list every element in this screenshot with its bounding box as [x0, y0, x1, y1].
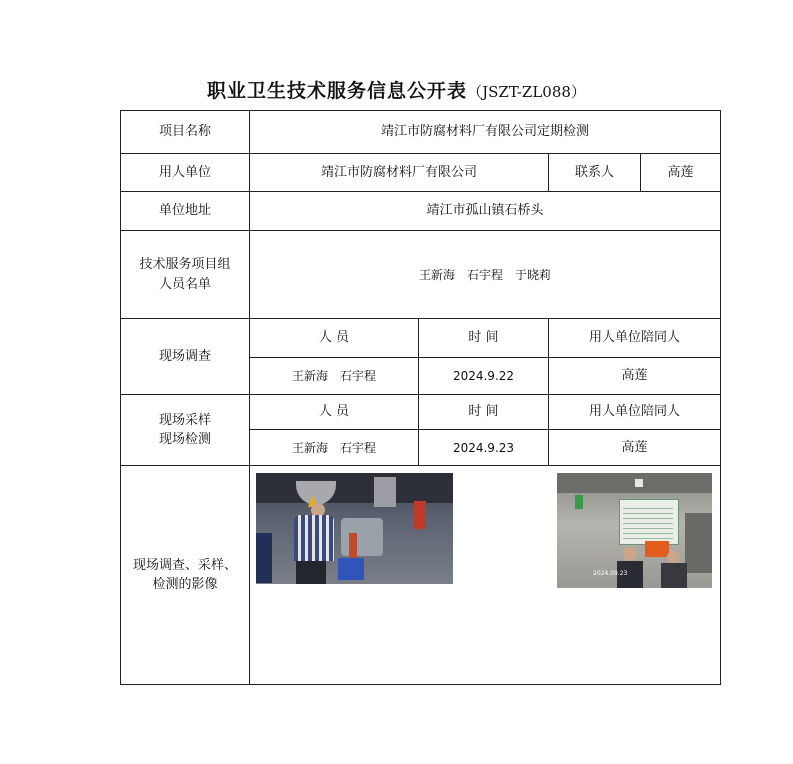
survey-personnel: 王新海 石宇程 — [250, 358, 419, 395]
sampling-label-line1: 现场采样 — [158, 412, 211, 428]
images-label — [121, 466, 250, 685]
employer-value: 靖江市防腐材料厂有限公司 — [250, 154, 549, 192]
row-address — [121, 192, 721, 231]
survey-label: 现场调查 — [121, 319, 250, 395]
row-employer — [121, 154, 721, 192]
sampling-col-personnel: 人 员 — [250, 395, 419, 430]
row-team — [121, 231, 721, 319]
document-code: （JSZT-ZL088） — [467, 83, 586, 101]
sampling-label-line2: 现场检测 — [158, 432, 211, 447]
team-label-line2: 人员名单 — [158, 276, 211, 292]
address-value: 靖江市孤山镇石桥头 — [250, 192, 721, 231]
images-label-line2: 检测的影像 — [152, 577, 218, 592]
sampling-personnel: 王新海 石宇程 — [250, 430, 419, 466]
survey-escort: 高莲 — [549, 358, 721, 395]
sampling-col-escort: 用人单位陪同人 — [549, 395, 721, 430]
row-sampling-header — [121, 395, 721, 430]
project-name-value: 靖江市防腐材料厂有限公司定期检测 — [250, 111, 721, 154]
project-name-label: 项目名称 — [121, 111, 250, 154]
info-table — [120, 110, 721, 685]
images-label-line1: 现场调查、采样、 — [132, 557, 237, 573]
survey-col-time: 时 间 — [419, 319, 549, 358]
images-cell — [250, 466, 721, 685]
survey-col-escort: 用人单位陪同人 — [549, 319, 721, 358]
row-project-name — [121, 111, 721, 154]
contact-label: 联系人 — [549, 154, 641, 192]
employer-label: 用人单位 — [121, 154, 250, 192]
title-text: 职业卫生技术服务信息公开表 — [207, 80, 468, 102]
team-members: 王新海 石宇程 于晓莉 — [250, 231, 721, 319]
team-label-line1: 技术服务项目组 — [139, 257, 231, 272]
document-title — [0, 76, 793, 103]
survey-col-personnel: 人 员 — [250, 319, 419, 358]
sampling-label — [121, 395, 250, 466]
site-photo-2 — [557, 473, 712, 588]
sampling-time: 2024.9.23 — [419, 430, 549, 466]
contact-value: 高莲 — [641, 154, 721, 192]
address-label: 单位地址 — [121, 192, 250, 231]
team-label — [121, 231, 250, 319]
row-survey-header — [121, 319, 721, 358]
sampling-col-time: 时 间 — [419, 395, 549, 430]
row-images — [121, 466, 721, 685]
site-photo-1 — [256, 473, 453, 584]
survey-time: 2024.9.22 — [419, 358, 549, 395]
sampling-escort: 高莲 — [549, 430, 721, 466]
photo-date-stamp: 2024.09.23 — [593, 570, 628, 577]
